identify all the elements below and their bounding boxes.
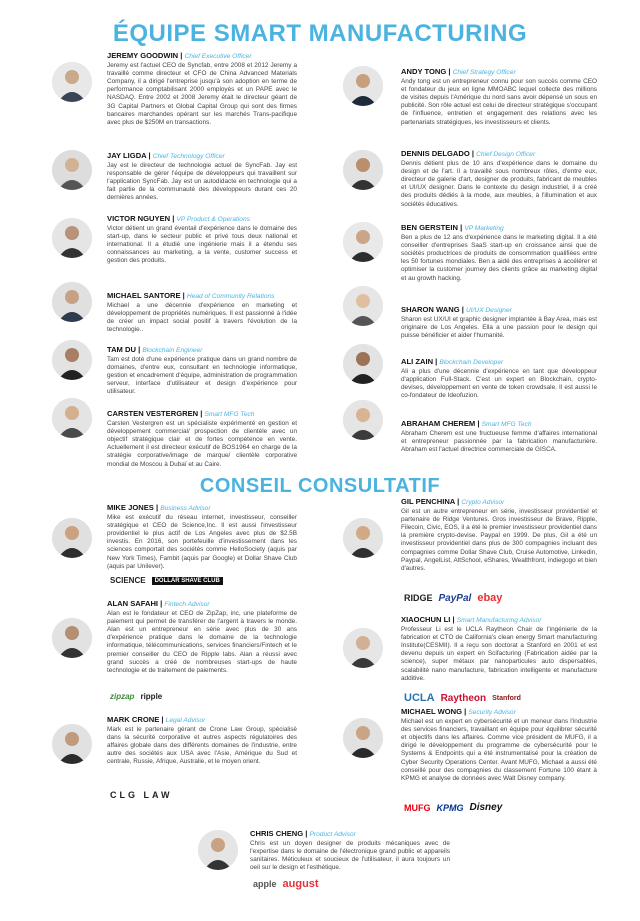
logo-ridge: RIDGE: [404, 593, 433, 603]
avatar: [52, 518, 92, 558]
advisor-name: MIKE JONES: [107, 503, 154, 512]
logo-paypal: PayPal: [438, 592, 472, 604]
advisor-card-michael-wong: MICHAEL WONG | Security Advisor Michael est un expert en cybersécurité et un meneur dans l'industrie des services financiers, travaillant en équipe pour équilibrer sécurité et objectifs dans les affaires. Comme vice président de MUFG, il a dirigé le développement du programme de cybersécurité pour le Systems & Endpoints qui a été instrumentalisé pour la création de Cyber Security Operations Center. Avant MUFG, Michael a aussi été conseillé pour des compagnies du classement Fortune 100 étant à KPMG et analyse de données avec Walt Disney company.: [401, 707, 597, 782]
advisor-logos: [253, 878, 319, 890]
advisor-name: GIL PENCHINA: [401, 497, 456, 506]
member-bio: Abraham Cherem est une fructueuse femme d'affaires international et entrepreneur passionnée par la fabrication manufacturière. Abraham est l'actuel directrice commerciale de GISCA.: [401, 430, 597, 454]
member-name: JAY LIGDA: [107, 151, 147, 160]
advisor-card-mark-crone: MARK CRONE | Legal Advisor Mark est le partenaire gérant de Crone Law Group, spécialisé dans la sécurité corporative et autres aspects régulatoires des affaires globale dans des différents domaines de l'industrie, entre autre des sociétés aux USA avec l'Asie, Amérique du Sud et centrale, Russie, Afrique, Australie, et le moyen orient.: [107, 715, 297, 766]
advisor-role: Business Advisor: [160, 505, 211, 512]
avatar: [343, 344, 383, 384]
member-role: Chief Design Officer: [476, 151, 536, 158]
advisor-logos: [404, 592, 502, 604]
member-name: ABRAHAM CHEREM: [401, 419, 476, 428]
advisor-role: Fintech Advisor: [164, 601, 210, 608]
advisor-bio: Mark est le partenaire gérant de Crone Law Group, spécialisé dans la sécurité corporative et autres aspects régulatoires des affaires globale dans des différents domaines de l'industrie, entre autre des sociétés aux USA avec l'Asie, Amérique du Sud et centrale, Russie, Afrique, Australie, et le moyen orient.: [107, 726, 297, 766]
advisor-name: CHRIS CHENG: [250, 829, 304, 838]
avatar: [343, 66, 383, 106]
advisor-bio: Professeur Li est le UCLA Raytheon Chair de l'ingénierie de la fabrication et CTO de California's clean energy Smart manufacturing Institute(CESMII). Il a reçu son doctorat a Stanford en 2001 et est devenu depuis un expert en Scifacturing (Fabrication aidée par la science), super métaux par nanoparticules auto dispersables, scalabilité nano manufacture, fabrication intelligente et manufacture additive.: [401, 626, 597, 682]
member-name: MICHAEL SANTORE: [107, 291, 181, 300]
team-card-dennis-delgado: DENNIS DELGADO | Chief Design Officer Dennis détient plus de 10 ans d'expérience dans le domaine du design et de l'art. Il a travaillé sous nombreux rôles, d'entre eux, directeur de galerie d'art, designer de produits, fabricant de meubles et UI/UX designer. Dans le contexte du design industriel, il a créé des produits dédiés à la mode, aux meubles, à l'illumination et aux sociétés éducatives.: [401, 149, 597, 208]
advisor-card-mike-jones: MIKE JONES | Business Advisor Mike est exécutif du réseau internet, investisseur, conseiller stratégique et CEO de Science,Inc. Il est aussi l'investisseur providentiel le plus actif de Los Angeles avec plus de $2.5B investis. En 2016, son portefeuille d'investissement dans les sciences comportait des sociétés comme HelloSociety (aquis par New York Times), Fambit (aquis par Google) et Dollar Shave Club (aquis par Unilever).: [107, 503, 297, 570]
advisor-name: MARK CRONE: [107, 715, 160, 724]
team-card-victor-nguyen: VICTOR NGUYEN | VP Product & Operations Victor détient un grand éventail d'expérience dans le domaine des start-up, dans le secteur public et privé tous deux national et international. Il a étudié une ingénierie mais il a étendu ses connaissances au marketing, a la vente, customer success et gestion des produits.: [107, 214, 297, 265]
member-bio: Ben a plus de 12 ans d'expérience dans le marketing digital. Il a été conseiller d'entreprises SaaS start-up en croissance ainsi que de sociétés productrices de produits de consommation qualifiées entre les 50 fortunes mondiales. Ben a aidé des entreprises à accélérer et optimiser la customer journey des clients grâce au marketing digital et au growth hacking.: [401, 234, 597, 282]
advisor-card-chris-cheng: CHRIS CHENG | Product Advisor Chris est un doyen designer de produits mécaniques avec de l'expertise dans le domaine de l'électronique grand public et appareils sanitaires. Méticuleux et soucieux de l'utilisateur, il aura toujours un oeil sur le design et l'esthétique.: [250, 829, 450, 872]
member-role: Chief Executive Officer: [184, 53, 252, 60]
advisor-role: Product Advisor: [309, 831, 356, 838]
member-name: BEN GERSTEIN: [401, 223, 458, 232]
logo-zipzap: zipzap: [110, 692, 135, 701]
advisor-logos: [110, 576, 223, 585]
advisor-bio: Alan est le fondateur et CEO de ZipZap, inc, une plateforme de paiement qui permet de transférer de l'argent à travers le monde. Alan est un entrepreneur en série avec plus de 30 ans d'expérience pratique dans le domaine de la technologie informatique, télécommunications, services financiers/Fintech et le premier conseiller du CEO de Ripple labs. Alan a réussi avec grand succès a créé de nombreuses start-ups de haute technologie et de traitement de paiements.: [107, 610, 297, 674]
logo-raytheon: Raytheon: [440, 692, 487, 704]
advisor-logos: [404, 802, 502, 813]
member-role: Smart MFG Tech: [204, 411, 255, 418]
avatar: [343, 222, 383, 262]
advisor-card-gil-penchina: GIL PENCHINA | Crypto Advisor Gil est un autre entrepreneur en série, investisseur providentiel et partenaire de Ridge Ventures. Gros investisseur de Brave, Ripple, Filecoin, Civic, EOS, il a été le premier investisseur providentiel dans la première crypto-devise. Paypal en 1999. De plus, Gil a été un investisseur providentiel dans plus de 300 compagnies incluant des compagnies comme Dollar Shave Club, Cruise Automotive, Linkedin, Paypal, AngelList, AltSchool, eShares, Wealthfront, indiegogo et bien d'autres.: [401, 497, 597, 572]
member-role: Chief Strategy Officer: [452, 69, 516, 76]
team-card-ben-gerstein: BEN GERSTEIN | VP Marketing Ben a plus de 12 ans d'expérience dans le marketing digital. Il a été conseiller d'entreprises SaaS start-up en croissance ainsi que de sociétés productrices de produits de consommation qualifiées entre les 50 fortunes mondiales. Ben a aidé des entreprises à accélérer et optimiser la customer journey des clients grâce au marketing digital et au growth hacking.: [401, 223, 597, 282]
advisor-bio: Mike est exécutif du réseau internet, investisseur, conseiller stratégique et CEO de Science,Inc. Il est aussi l'investisseur providentiel le plus actif de Los Angeles avec plus de $2.5B investis. En 2016, son portefeuille d'investissement dans les sciences comportait des sociétés comme HelloSociety (aquis par New York Times), Fambit (aquis par Google) et Dollar Shave Club (aquis par Unilever).: [107, 514, 297, 570]
advisor-card-xiaochun-li: XIAOCHUN LI | Smart Manufacturing Advisor Professeur Li est le UCLA Raytheon Chair de l'ingénierie de la fabrication et CTO de California's clean energy Smart manufacturing Institute(CESMII). Il a reçu son doctorat a Stanford en 2001 et est devenu depuis un expert en Scifacturing (Fabrication aidée par la science), super métaux par nanoparticules auto dispersables, scalabilité nano manufacture, fabrication intelligente et manufacture additive.: [401, 615, 597, 682]
member-role: Blockchain Developer: [439, 359, 504, 366]
team-card-tam-du: TAM DU | Blockchain Engineer Tam est doté d'une expérience pratique dans un grand nombre de domaines, d'entre eux, consultant en technologie informatique, gestion et encadrement d'équipe, administration de programmation serveur, interface d'utilisateur et design d'expérience pour utilisateur.: [107, 345, 297, 396]
member-name: ANDY TONG: [401, 67, 447, 76]
member-name: TAM DU: [107, 345, 136, 354]
logo-dollar-shave-club: DOLLAR SHAVE CLUB: [152, 577, 223, 585]
advisor-role: Security Advisor: [468, 709, 516, 716]
team-card-ali-zain: ALI ZAIN | Blockchain Developer Ali a plus d'une décennie d'expérience en tant que développeur d'application Full-Stack. C'est un expert en Blockchain, crypto-devises, développement en vente de token crowdsale. Il est aussi le co-fondateur de Ideofuzion.: [401, 357, 597, 400]
avatar: [343, 286, 383, 326]
avatar: [52, 282, 92, 322]
advisor-logos: [110, 790, 173, 800]
avatar: [52, 150, 92, 190]
advisor-bio: Michael est un expert en cybersécurité et un meneur dans l'industrie des services financiers, travaillant en équipe pour équilibrer sécurité et objectifs dans les affaires. Comme vice président de MUFG, il a dirigé le développement du programme de cybersécurité pour le Systems & Endpoints qui a été instrumentalisé pour la création de Cyber Security Operations Center. Avant MUFG, Michael a aussi été conseillé pour des compagnies du classement Fortune 100 étant à KPMG et analyse de données avec Walt Disney company.: [401, 718, 597, 782]
member-name: VICTOR NGUYEN: [107, 214, 171, 223]
member-bio: Sharon est UX/UI et graphic designer implantée à Bay Area, mais est originaire de Los Angeles. Ella a une passion pour le design qui puisse bénéficier et aider l'humanité.: [401, 316, 597, 340]
avatar: [52, 340, 92, 380]
avatar: [52, 62, 92, 102]
member-bio: Victor détient un grand éventail d'expérience dans le domaine des start-up, dans le secteur public et privé tous deux national et international. Il a étudié une ingénierie mais il a étendu ses connaissances au marketing, a la vente, customer success et gestion des produits.: [107, 225, 297, 265]
member-bio: Michael a une décennie d'expérience en marketing et développement de propriétés numériques. Il est passionné à l'idée de créer un impact social positif à travers l'évolution de la technologie..: [107, 302, 297, 334]
logo-mufg: MUFG: [404, 802, 431, 813]
member-bio: Jay est le directeur de technologie actuel de SyncFab. Jay est responsable de gérer l'équipe de développeurs qui travaillent sur l'application SyncFab. Jay est un autodidacte en technologie qui a fait partie de la communauté des développeurs durant ces 20 dernières années.: [107, 162, 297, 202]
team-card-michael-santore: MICHAEL SANTORE | Head of Community Relations Michael a une décennie d'expérience en marketing et développement de propriétés numériques. Il est passionné à l'idée de créer un impact social positif à travers l'évolution de la technologie..: [107, 291, 297, 334]
avatar: [198, 830, 238, 870]
advisor-card-alan-safahi: ALAN SAFAHI | Fintech Advisor Alan est le fondateur et CEO de ZipZap, inc, une plateforme de paiement qui permet de transférer de l'argent à travers le monde. Alan est un entrepreneur en série avec plus de 30 ans d'expérience pratique dans le domaine de la technologie informatique, télécommunications, services financiers/Fintech et le premier conseiller du CEO de Ripple labs. Alan a réussi avec grand succès a créé de nombreuses start-ups de haute technologie et de traitement de paiements.: [107, 599, 297, 674]
avatar: [52, 218, 92, 258]
logo-ucla: UCLA: [404, 692, 435, 704]
member-role: UI/UX Designer: [466, 307, 512, 314]
team-card-carsten-vestergren: CARSTEN VESTERGREN | Smart MFG Tech Carsten Vestergren est un spécialiste expérimenté en gestion et développement commercial/ prospection de clientèle avec un objectif stratégique clair et de fortes compétence en vente. Actuellement il est directeur exécutif de BOS1964 en charge de la stratégie corporative/image de marque/ clientèle corporative mondial de Moscou à Dubaï et au Caire.: [107, 409, 297, 468]
member-name: ALI ZAIN: [401, 357, 434, 366]
advisor-name: MICHAEL WONG: [401, 707, 463, 716]
avatar: [52, 724, 92, 764]
team-card-abraham-cherem: ABRAHAM CHEREM | Smart MFG Tech Abraham Cherem est une fructueuse femme d'affaires international et entrepreneur passionnée par la fabrication manufacturière. Abraham est l'actuel directrice commerciale de GISCA.: [401, 419, 597, 454]
member-name: CARSTEN VESTERGREN: [107, 409, 199, 418]
advisor-role: Legal Advisor: [165, 717, 206, 724]
advisor-name: XIAOCHUN LI: [401, 615, 451, 624]
logo-science: SCIENCE: [110, 576, 146, 585]
advisor-role: Smart Manufacturing Advisor: [456, 617, 542, 624]
team-card-sharon-wang: SHARON WANG | UI/UX Designer Sharon est UX/UI et graphic designer implantée à Bay Area, mais est originaire de Los Angeles. Ella a une passion pour le design qui puisse bénéficier et aider l'humanité.: [401, 305, 597, 340]
member-name: JEREMY GOODWIN: [107, 51, 179, 60]
page-title: ÉQUIPE SMART MANUFACTURING: [112, 20, 528, 47]
team-card-andy-tong: ANDY TONG | Chief Strategy Officer Andy tong est un entrepreneur connu pour son succès comme CEO et fondateur du jeux en ligne MMOABC lequel collecte des millions de visites depuis l'Amérique du nord sans avoir dépensé un sous en publicité. Son rôle actuel est celui de directeur stratégique s'occupant de l'influence, entretien et engagement des relations avec les partenariats stratégiques, les investisseurs et clients.: [401, 67, 597, 126]
member-name: SHARON WANG: [401, 305, 460, 314]
advisory-title: CONSEIL CONSULTATIF: [199, 475, 441, 497]
member-role: Blockchain Engineer: [142, 347, 203, 354]
avatar: [52, 398, 92, 438]
member-bio: Dennis détient plus de 10 ans d'expérience dans le domaine du design et de l'art. Il a travaillé sous nombreux rôles, d'entre eux, directeur de galerie d'art, designer de produits, fabricant de meubles et UI/UX designer. Dans le contexte du design industriel, il a créé des produits dédiés à la mode, aux meubles, à l'illumination et aux sociétés éducatives.: [401, 160, 597, 208]
logo-ripple: ripple: [140, 692, 163, 701]
logo-apple: apple: [253, 879, 277, 889]
member-name: DENNIS DELGADO: [401, 149, 470, 158]
logo-ebay: ebay: [477, 592, 503, 604]
member-role: Smart MFG Tech: [481, 421, 532, 428]
member-bio: Ali a plus d'une décennie d'expérience en tant que développeur d'application Full-Stack. C'est un expert en Blockchain, crypto-devises, développement en vente de token crowdsale. Il est aussi le co-fondateur de Ideofuzion.: [401, 368, 597, 400]
logo-kpmg: KPMG: [436, 802, 464, 813]
member-bio: Jeremy est l'actuel CEO de Syncfab, entre 2008 et 2012 Jeremy a travaillé comme directeur et CFO de China Advanced Materials Company, il a dirigé l'entreprise jusqu'à son adoption en terme de performance comptabilisant 2000 employés et un PAPE avec le NASDAQ. Entre 2002 et 2008 Jeremy était le directeur géant de 3G Capital Partners et Global Capital Group qui sont des firmes bancaires marchandes opérant sur les marchés Trans-pacifique avec plus de $250M en transactions.: [107, 62, 297, 126]
member-role: Chief Technology Officer: [152, 153, 225, 160]
advisor-role: Crypto Advisor: [461, 499, 505, 506]
logo-disney: Disney: [469, 802, 503, 813]
avatar: [343, 718, 383, 758]
member-role: VP Product & Operations: [176, 216, 250, 223]
avatar: [343, 628, 383, 668]
team-card-jay-ligda: JAY LIGDA | Chief Technology Officer Jay est le directeur de technologie actuel de SyncFab. Jay est responsable de gérer l'équipe de développeurs qui travaillent sur l'application SyncFab. Jay est un autodidacte en technologie qui a fait partie de la communauté des développeurs durant ces 20 dernières années.: [107, 151, 297, 202]
logo-august: august: [282, 878, 319, 890]
avatar: [52, 618, 92, 658]
advisor-name: ALAN SAFAHI: [107, 599, 159, 608]
avatar: [343, 518, 383, 558]
avatar: [343, 150, 383, 190]
advisor-bio: Chris est un doyen designer de produits mécaniques avec de l'expertise dans le domaine de l'électronique grand public et appareils sanitaires. Méticuleux et soucieux de l'utilisateur, il aura toujours un oeil sur le design et l'esthétique.: [250, 840, 450, 872]
logo-clg-law: CLG LAW: [110, 790, 173, 800]
member-role: Head of Community Relations: [186, 293, 275, 300]
member-bio: Andy tong est un entrepreneur connu pour son succès comme CEO et fondateur du jeux en ligne MMOABC lequel collecte des millions de visites depuis l'Amérique du nord sans avoir dépensé un sous en publicité. Son rôle actuel est celui de directeur stratégique s'occupant de l'influence, entretien et engagement des relations avec les partenariats stratégiques, les investisseurs et clients.: [401, 78, 597, 126]
advisor-logos: [404, 692, 521, 704]
member-role: VP Marketing: [464, 225, 504, 232]
logo-stanford: Stanford: [492, 694, 521, 702]
avatar: [343, 400, 383, 440]
member-bio: Carsten Vestergren est un spécialiste expérimenté en gestion et développement commercial/ prospection de clientèle avec un objectif stratégique clair et de fortes compétence en vente. Actuellement il est directeur exécutif de BOS1964 en charge de la stratégie corporative/image de marque/ clientèle corporative mondial de Moscou à Dubaï et au Caire.: [107, 420, 297, 468]
advisor-bio: Gil est un autre entrepreneur en série, investisseur providentiel et partenaire de Ridge Ventures. Gros investisseur de Brave, Ripple, Filecoin, Civic, EOS, il a été le premier investisseur providentiel dans la première crypto-devise. Paypal en 1999. De plus, Gil a été un investisseur providentiel dans plus de 300 compagnies incluant des compagnies comme Dollar Shave Club, Cruise Automotive, Linkedin, Paypal, AngelList, AltSchool, eShares, Wealthfront, indiegogo et bien d'autres.: [401, 508, 597, 572]
team-card-jeremy-goodwin: JEREMY GOODWIN | Chief Executive Officer Jeremy est l'actuel CEO de Syncfab, entre 2008 et 2012 Jeremy a travaillé comme directeur et CFO de China Advanced Materials Company, il a dirigé l'entreprise jusqu'à son adoption en terme de performance comptabilisant 2000 employés et un PAPE avec le NASDAQ. Entre 2002 et 2008 Jeremy était le directeur géant de 3G Capital Partners et Global Capital Group qui sont des firmes bancaires marchandes opérant sur les marchés Trans-pacifique avec plus de $250M en transactions.: [107, 51, 297, 126]
member-bio: Tam est doté d'une expérience pratique dans un grand nombre de domaines, d'entre eux, consultant en technologie informatique, gestion et encadrement d'équipe, administration de programmation serveur, interface d'utilisateur et design d'expérience pour utilisateur.: [107, 356, 297, 396]
advisor-logos: [110, 692, 162, 701]
